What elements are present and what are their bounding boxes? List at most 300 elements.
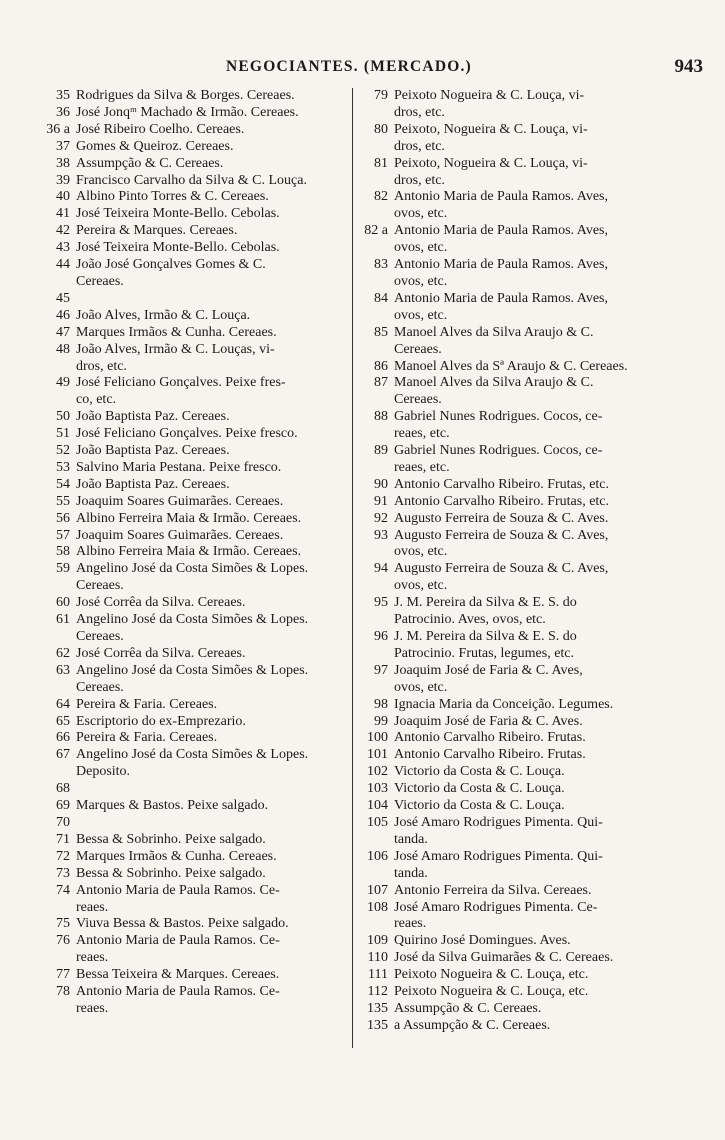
entry-line: Bessa & Sobrinho. Peixe salgado. xyxy=(76,831,266,847)
entry-text xyxy=(394,984,701,1001)
directory-entry xyxy=(44,933,349,967)
entry-line: José Corrêa da Silva. Cereaes. xyxy=(76,595,246,611)
entry-line: ovos, etc. xyxy=(394,240,448,256)
entry-text xyxy=(76,933,349,967)
entry-number: 98 xyxy=(374,696,388,712)
entry-line: José Ribeiro Coelho. Cereaes. xyxy=(76,121,245,137)
entry-line: J. M. Pereira da Silva & E. S. do xyxy=(394,595,577,611)
entry-number: 90 xyxy=(374,476,388,492)
entry-line: Pereira & Faria. Cereaes. xyxy=(76,696,218,712)
entry-number: 100 xyxy=(367,730,388,746)
directory-entry xyxy=(44,494,349,511)
directory-entry xyxy=(44,781,349,798)
left-column xyxy=(44,88,349,1018)
entry-number: 49 xyxy=(56,375,70,391)
entry-number: 43 xyxy=(56,240,70,256)
directory-entry xyxy=(358,629,701,663)
directory-entry xyxy=(358,511,701,528)
entry-number: 84 xyxy=(374,290,388,306)
entry-number: 77 xyxy=(56,967,70,983)
entry-line: José Corrêa da Silva. Cereaes. xyxy=(76,645,246,661)
entry-line: Cereaes. xyxy=(76,679,124,695)
entry-text xyxy=(394,409,701,443)
entry-text xyxy=(76,984,349,1018)
entry-number: 72 xyxy=(56,848,70,864)
entry-line: Antonio Maria de Paula Ramos. Aves, xyxy=(394,257,608,273)
entry-number: 36 a xyxy=(46,121,70,137)
entry-line: Augusto Ferreira de Souza & C. Aves, xyxy=(394,527,609,543)
entry-text xyxy=(394,189,701,223)
entry-text xyxy=(394,561,701,595)
entry-number: 89 xyxy=(374,443,388,459)
directory-entry xyxy=(44,544,349,561)
entry-line: Peixoto Nogueira & C. Louça, vi- xyxy=(394,88,585,103)
entry-number: 102 xyxy=(367,764,388,780)
directory-entry xyxy=(358,1018,701,1035)
directory-entry xyxy=(44,88,349,105)
entry-line: Antonio Carvalho Ribeiro. Frutas, etc. xyxy=(394,476,610,492)
entry-number: 45 xyxy=(56,290,70,306)
entry-line: Victorio da Costa & C. Louça. xyxy=(394,798,565,814)
entry-line: Peixoto Nogueira & C. Louça, etc. xyxy=(394,967,589,983)
entry-line: João Alves, Irmão & C. Louça. xyxy=(76,307,251,323)
entry-line: a Assumpção & C. Cereaes. xyxy=(394,1017,551,1033)
entry-text xyxy=(394,443,701,477)
directory-entry xyxy=(44,460,349,477)
entry-text xyxy=(394,156,701,190)
entry-number: 65 xyxy=(56,713,70,729)
entry-number: 135 xyxy=(367,1000,388,1016)
entry-text xyxy=(394,291,701,325)
directory-entry xyxy=(358,189,701,223)
entry-text xyxy=(394,730,701,747)
entry-number: 97 xyxy=(374,662,388,678)
entry-line: Joaquim Soares Guimarães. Cereaes. xyxy=(76,493,284,509)
directory-entry xyxy=(44,646,349,663)
entry-line: Antonio Carvalho Ribeiro. Frutas, etc. xyxy=(394,493,610,509)
entry-number: 47 xyxy=(56,324,70,340)
entry-text xyxy=(394,88,701,122)
directory-entry xyxy=(44,798,349,815)
column-divider xyxy=(352,88,353,1048)
entry-number: 80 xyxy=(374,121,388,137)
entry-text xyxy=(394,849,701,883)
entry-line: Viuva Bessa & Bastos. Peixe salgado. xyxy=(76,916,289,932)
entry-number: 70 xyxy=(56,814,70,830)
entry-number: 40 xyxy=(56,189,70,205)
directory-entry xyxy=(358,950,701,967)
entry-line: João Baptista Paz. Cereaes. xyxy=(76,409,230,425)
directory-entry xyxy=(358,900,701,934)
entry-number: 135 xyxy=(367,1017,388,1033)
directory-entry xyxy=(358,443,701,477)
entry-text xyxy=(76,730,349,747)
directory-entry xyxy=(44,511,349,528)
entry-text xyxy=(76,595,349,612)
entry-line: Antonio Maria de Paula Ramos. Ce- xyxy=(76,984,280,1000)
entry-text xyxy=(76,173,349,190)
entry-number: 87 xyxy=(374,375,388,391)
entry-line: reaes. xyxy=(394,916,427,932)
entry-line: Angelino José da Costa Simões & Lopes. xyxy=(76,662,309,678)
entry-line: Escriptorio do ex-Emprezario. xyxy=(76,713,246,729)
entry-text xyxy=(76,528,349,545)
entry-text xyxy=(394,798,701,815)
directory-entry xyxy=(44,815,349,832)
entry-line: Antonio Ferreira da Silva. Cereaes. xyxy=(394,882,592,898)
entry-line: reaes. xyxy=(76,899,109,915)
right-column xyxy=(358,88,701,1035)
directory-entry xyxy=(44,916,349,933)
entry-line: Peixoto Nogueira & C. Louça, etc. xyxy=(394,984,589,1000)
entry-line: João Alves, Irmão & C. Louças, vi- xyxy=(76,341,275,357)
entry-line: José Feliciano Gonçalves. Peixe fresco. xyxy=(76,426,298,442)
directory-entry xyxy=(358,714,701,731)
entry-line: João José Gonçalves Gomes & C. xyxy=(76,257,266,273)
entry-number: 39 xyxy=(56,172,70,188)
entry-line xyxy=(76,781,349,798)
entry-text xyxy=(394,257,701,291)
directory-entry xyxy=(358,984,701,1001)
entry-text xyxy=(394,900,701,934)
directory-entry xyxy=(44,747,349,781)
page-number: 943 xyxy=(674,56,703,77)
entry-line: ovos, etc. xyxy=(394,273,448,289)
entry-text xyxy=(76,511,349,528)
entry-number: 109 xyxy=(367,933,388,949)
entry-line: Rodrigues da Silva & Borges. Cereaes. xyxy=(76,88,295,103)
entry-number: 55 xyxy=(56,493,70,509)
entry-text xyxy=(76,291,349,308)
directory-entry xyxy=(44,409,349,426)
entry-text xyxy=(76,697,349,714)
directory-entry xyxy=(44,223,349,240)
entry-line: dros, etc. xyxy=(394,172,445,188)
directory-entry xyxy=(358,375,701,409)
directory-entry xyxy=(358,156,701,190)
directory-entry xyxy=(358,764,701,781)
entry-number: 78 xyxy=(56,984,70,1000)
entry-line: Cereaes. xyxy=(76,273,124,289)
entry-line: José Amaro Rodrigues Pimenta. Qui- xyxy=(394,848,603,864)
entry-line: Augusto Ferreira de Souza & C. Aves. xyxy=(394,510,609,526)
entry-text xyxy=(76,122,349,139)
entry-line: Augusto Ferreira de Souza & C. Aves, xyxy=(394,561,609,577)
entry-line: Assumpção & C. Cereaes. xyxy=(76,155,224,171)
directory-entry xyxy=(44,866,349,883)
entry-line: Antonio Maria de Paula Ramos. Aves, xyxy=(394,189,608,205)
directory-entry xyxy=(44,122,349,139)
entry-number: 60 xyxy=(56,595,70,611)
entry-line: J. M. Pereira da Silva & E. S. do xyxy=(394,629,577,644)
entry-line: ovos, etc. xyxy=(394,307,448,323)
directory-entry xyxy=(44,189,349,206)
entry-text xyxy=(76,544,349,561)
entry-line: Joaquim Soares Guimarães. Cereaes. xyxy=(76,527,284,543)
entry-line: Angelino José da Costa Simões & Lopes. xyxy=(76,561,309,577)
entry-line: Joaquim José de Faria & C. Aves. xyxy=(394,713,583,729)
directory-entry xyxy=(358,257,701,291)
directory-entry xyxy=(44,697,349,714)
directory-entry xyxy=(358,781,701,798)
entry-line: Antonio Maria de Paula Ramos. Ce- xyxy=(76,933,280,949)
directory-entry xyxy=(358,697,701,714)
entry-line: José Teixeira Monte-Bello. Cebolas. xyxy=(76,206,280,222)
entry-text xyxy=(394,967,701,984)
directory-entry xyxy=(44,849,349,866)
directory-entry xyxy=(358,798,701,815)
directory-entry xyxy=(44,967,349,984)
directory-entry xyxy=(44,139,349,156)
entry-text xyxy=(76,714,349,731)
entry-text xyxy=(394,933,701,950)
directory-entry xyxy=(358,815,701,849)
entry-text xyxy=(76,916,349,933)
entry-text xyxy=(394,511,701,528)
entry-number: 92 xyxy=(374,510,388,526)
entry-number: 48 xyxy=(56,341,70,357)
entry-text xyxy=(76,477,349,494)
entry-text xyxy=(76,832,349,849)
directory-entry xyxy=(358,494,701,511)
entry-line: José Amaro Rodrigues Pimenta. Ce- xyxy=(394,899,598,915)
directory-entry xyxy=(44,156,349,173)
directory-entry xyxy=(358,88,701,122)
entry-line: Marques Irmãos & Cunha. Cereaes. xyxy=(76,324,277,340)
entry-number: 35 xyxy=(56,88,70,103)
entry-number: 56 xyxy=(56,510,70,526)
directory-entry xyxy=(44,832,349,849)
directory-entry xyxy=(44,206,349,223)
entry-text xyxy=(76,342,349,376)
entry-line: Gomes & Queiroz. Cereaes. xyxy=(76,138,234,154)
entry-text xyxy=(394,747,701,764)
entry-text xyxy=(394,697,701,714)
entry-text xyxy=(394,883,701,900)
entry-number: 104 xyxy=(367,798,388,814)
directory-entry xyxy=(358,223,701,257)
entry-number: 58 xyxy=(56,544,70,560)
entry-line: dros, etc. xyxy=(76,358,127,374)
entry-line: Deposito. xyxy=(76,764,131,780)
directory-entry xyxy=(358,359,701,376)
entry-line: Antonio Maria de Paula Ramos. Aves, xyxy=(394,223,608,239)
entry-number: 81 xyxy=(374,155,388,171)
entry-text xyxy=(76,494,349,511)
entry-text xyxy=(76,967,349,984)
entry-line: Pereira & Marques. Cereaes. xyxy=(76,223,238,239)
entry-text xyxy=(76,443,349,460)
entry-text xyxy=(394,950,701,967)
entry-text xyxy=(76,325,349,342)
entry-line: Peixoto, Nogueira & C. Louça, vi- xyxy=(394,155,588,171)
entry-number: 74 xyxy=(56,882,70,898)
entry-line: Antonio Maria de Paula Ramos. Ce- xyxy=(76,882,280,898)
entry-line xyxy=(76,815,349,832)
entry-number: 64 xyxy=(56,696,70,712)
entry-text xyxy=(76,156,349,173)
entry-text xyxy=(76,139,349,156)
entry-text xyxy=(76,409,349,426)
directory-entry xyxy=(358,528,701,562)
entry-line: Gabriel Nunes Rodrigues. Cocos, ce- xyxy=(394,443,603,459)
entry-text xyxy=(394,325,701,359)
directory-entry xyxy=(44,612,349,646)
entry-number: 111 xyxy=(368,967,388,983)
entry-number: 101 xyxy=(367,747,388,763)
directory-entry xyxy=(44,528,349,545)
entry-text xyxy=(76,561,349,595)
directory-entry xyxy=(358,883,701,900)
entry-number: 37 xyxy=(56,138,70,154)
entry-line: Victorio da Costa & C. Louça. xyxy=(394,764,565,780)
entry-line: reaes, etc. xyxy=(394,459,450,475)
entry-text xyxy=(76,612,349,646)
entry-number: 61 xyxy=(56,612,70,628)
entry-line: Patrocinio. Aves, ovos, etc. xyxy=(394,612,546,628)
entry-number: 63 xyxy=(56,662,70,678)
directory-entry xyxy=(358,561,701,595)
entry-number: 57 xyxy=(56,527,70,543)
entry-number: 94 xyxy=(374,561,388,577)
entry-line: José da Silva Guimarães & C. Cereaes. xyxy=(394,950,614,966)
entry-text xyxy=(76,375,349,409)
directory-entry xyxy=(358,409,701,443)
entry-line: José Amaro Rodrigues Pimenta. Qui- xyxy=(394,814,603,830)
entry-text xyxy=(394,781,701,798)
entry-number: 50 xyxy=(56,409,70,425)
entry-text xyxy=(76,883,349,917)
entry-text xyxy=(394,815,701,849)
entry-number: 75 xyxy=(56,916,70,932)
entry-line: dros, etc. xyxy=(394,138,445,154)
entry-number: 107 xyxy=(367,882,388,898)
entry-number: 96 xyxy=(374,629,388,644)
directory-entry xyxy=(44,375,349,409)
directory-entry xyxy=(44,173,349,190)
entry-line: reaes. xyxy=(76,1000,109,1016)
directory-entry xyxy=(44,308,349,325)
entry-line: Victorio da Costa & C. Louça. xyxy=(394,781,565,797)
entry-text xyxy=(394,122,701,156)
entry-line: reaes. xyxy=(76,950,109,966)
entry-line: José Jonqᵐ Machado & Irmão. Cereaes. xyxy=(76,104,299,120)
directory-entry xyxy=(44,257,349,291)
entry-line: Marques & Bastos. Peixe salgado. xyxy=(76,798,269,814)
directory-entry xyxy=(358,595,701,629)
entry-line: Marques Irmãos & Cunha. Cereaes. xyxy=(76,848,277,864)
entry-text xyxy=(76,866,349,883)
entry-number: 53 xyxy=(56,459,70,475)
entry-line: ovos, etc. xyxy=(394,578,448,594)
entry-line: Bessa & Sobrinho. Peixe salgado. xyxy=(76,865,266,881)
directory-entry xyxy=(358,325,701,359)
entry-text xyxy=(76,223,349,240)
entry-line: Francisco Carvalho da Silva & C. Louça. xyxy=(76,172,307,188)
directory-entry xyxy=(358,1001,701,1018)
entry-text xyxy=(76,849,349,866)
entry-number: 38 xyxy=(56,155,70,171)
entry-number: 112 xyxy=(367,984,388,1000)
entry-line: Cereaes. xyxy=(76,629,124,644)
entry-line: Manoel Alves da Silva Araujo & C. xyxy=(394,324,594,340)
entry-number: 54 xyxy=(56,476,70,492)
entry-line: Manoel Alves da Sª Araujo & C. Cereaes. xyxy=(394,358,628,374)
entry-number: 42 xyxy=(56,223,70,239)
directory-entry xyxy=(44,883,349,917)
entry-text xyxy=(76,206,349,223)
entry-text xyxy=(76,240,349,257)
entry-text xyxy=(394,663,701,697)
entry-line: Angelino José da Costa Simões & Lopes. xyxy=(76,612,309,628)
directory-entry xyxy=(44,477,349,494)
entry-number: 82 a xyxy=(364,223,388,239)
entry-line: José Feliciano Gonçalves. Peixe fres- xyxy=(76,375,286,391)
entry-number: 103 xyxy=(367,781,388,797)
entry-line: Antonio Maria de Paula Ramos. Aves, xyxy=(394,290,608,306)
entry-line: tanda. xyxy=(394,831,428,847)
entry-text xyxy=(394,1018,701,1035)
directory-entry xyxy=(44,325,349,342)
entry-line: Cereaes. xyxy=(394,341,442,357)
entry-number: 73 xyxy=(56,865,70,881)
entry-text xyxy=(76,460,349,477)
directory-entry xyxy=(44,714,349,731)
entry-number: 68 xyxy=(56,781,70,797)
directory-entry xyxy=(44,984,349,1018)
entry-text xyxy=(76,308,349,325)
entry-line: Cereaes. xyxy=(394,392,442,408)
directory-entry xyxy=(44,291,349,308)
entry-line xyxy=(76,291,349,308)
directory-entry xyxy=(44,595,349,612)
entry-line: Bessa Teixeira & Marques. Cereaes. xyxy=(76,967,280,983)
entry-line: dros, etc. xyxy=(394,104,445,120)
entry-line: Patrocinio. Frutas, legumes, etc. xyxy=(394,645,575,661)
entry-line: co, etc. xyxy=(76,392,117,408)
entry-line: Salvino Maria Pestana. Peixe fresco. xyxy=(76,459,282,475)
entry-line: Angelino José da Costa Simões & Lopes. xyxy=(76,747,309,763)
entry-text xyxy=(394,375,701,409)
entry-text xyxy=(76,257,349,291)
entry-line: reaes, etc. xyxy=(394,426,450,442)
entry-number: 62 xyxy=(56,645,70,661)
entry-number: 88 xyxy=(374,409,388,425)
entry-number: 91 xyxy=(374,493,388,509)
entry-text xyxy=(76,798,349,815)
entry-number: 66 xyxy=(56,730,70,746)
entry-number: 52 xyxy=(56,443,70,459)
entry-line: Gabriel Nunes Rodrigues. Cocos, ce- xyxy=(394,409,603,425)
directory-entry xyxy=(358,730,701,747)
entry-line: José Teixeira Monte-Bello. Cebolas. xyxy=(76,240,280,256)
entry-line: Quirino José Domingues. Aves. xyxy=(394,933,571,949)
entry-text xyxy=(76,88,349,105)
directory-entry xyxy=(44,561,349,595)
entry-line: João Baptista Paz. Cereaes. xyxy=(76,443,230,459)
entry-text xyxy=(76,663,349,697)
entry-text xyxy=(76,815,349,832)
entry-line: Assumpção & C. Cereaes. xyxy=(394,1000,542,1016)
directory-entry xyxy=(44,240,349,257)
entry-number: 44 xyxy=(56,257,70,273)
entry-text xyxy=(394,629,701,663)
entry-text xyxy=(76,426,349,443)
entry-number: 93 xyxy=(374,527,388,543)
entry-number: 71 xyxy=(56,831,70,847)
entry-number: 76 xyxy=(56,933,70,949)
entry-text xyxy=(76,105,349,122)
